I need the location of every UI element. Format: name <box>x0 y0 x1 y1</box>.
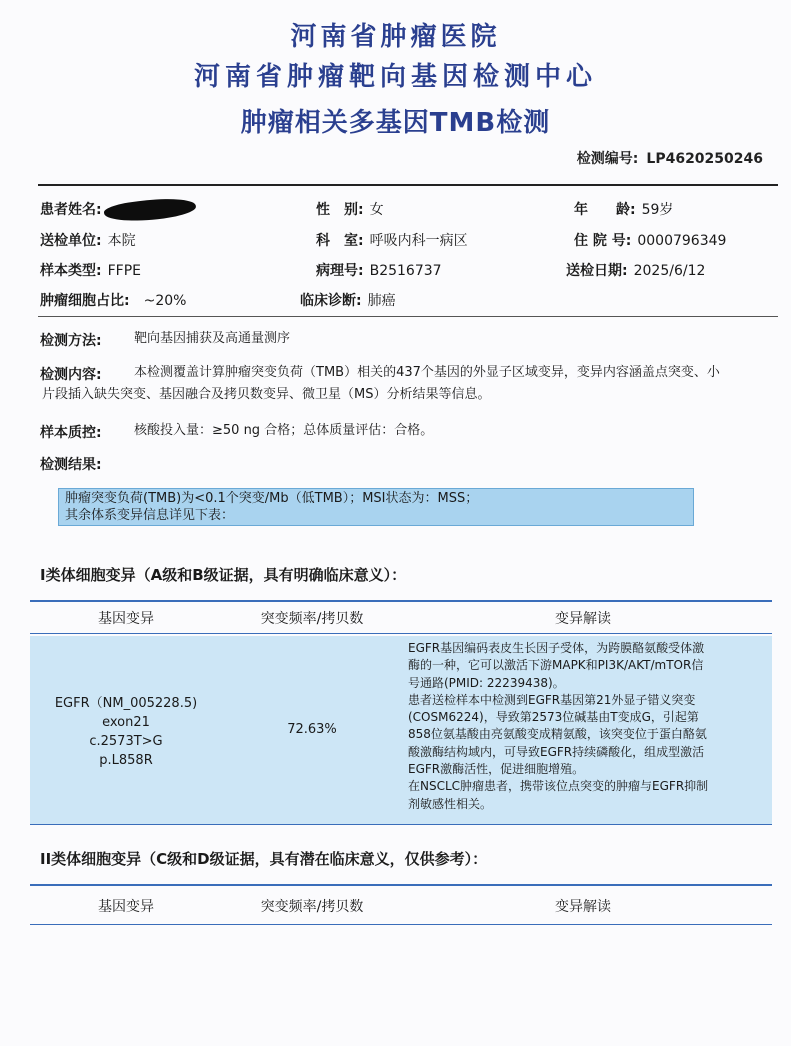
tumor-ratio-value: ~20% <box>143 293 187 309</box>
unit-label: 送检单位: <box>40 233 102 249</box>
tumor-ratio-label: 肿瘤细胞占比: <box>40 293 130 309</box>
age-field <box>574 199 673 219</box>
class2-table-top-rule <box>30 884 772 886</box>
method-label: 检测方法: <box>40 333 102 349</box>
unit-field <box>40 230 136 250</box>
diagnosis-label: 临床诊断: <box>300 293 362 309</box>
class1-title: I类体细胞变异（A级和B级证据，具有明确临床意义）： <box>40 566 407 584</box>
gene-line: EGFR（NM_005228.5) <box>54 696 198 711</box>
report-number <box>577 148 763 168</box>
admission-value: 0000796349 <box>637 233 727 249</box>
class2-header-frequency: 突变频率/拷贝数 <box>260 899 364 915</box>
interp-line: EGFR激酶活性，促进细胞增殖。 <box>408 762 585 777</box>
pathology-value: B2516737 <box>369 263 442 279</box>
sample-label: 样本类型: <box>40 263 102 279</box>
hospital-name: 河南省肿瘤医院 <box>290 22 501 52</box>
class1-header-gene: 基因变异 <box>98 611 154 627</box>
class1-table-top-rule <box>30 600 772 602</box>
interp-line: 酶的一种，它可以激活下游MAPK和PI3K/AKT/mTOR信 <box>408 658 704 673</box>
dept-field <box>316 230 468 250</box>
content-label: 检测内容: <box>40 367 102 383</box>
admission-label: 住 院 号: <box>574 233 632 249</box>
class2-header-rule <box>30 924 772 925</box>
diagnosis-value: 肺癌 <box>367 293 396 309</box>
diagnosis-field <box>300 290 396 310</box>
sample-value: FFPE <box>107 263 142 279</box>
date-field <box>566 260 705 280</box>
interp-line: 号通路(PMID: 22239438)。 <box>408 675 565 690</box>
result-label: 检测结果: <box>40 457 102 473</box>
gender-field <box>316 199 384 219</box>
sample-field <box>40 260 141 280</box>
gender-label: 性 别: <box>316 202 364 218</box>
result-line-1: 肿瘤突变负荷(TMB)为<0.1个突变/Mb（低TMB）；MSI状态为：MSS； <box>65 491 479 506</box>
age-value: 59岁 <box>641 202 674 218</box>
gene-line: exon21 <box>102 715 150 730</box>
patient-name-field <box>40 199 196 220</box>
class1-header-frequency: 突变频率/拷贝数 <box>260 611 364 627</box>
result-summary-box <box>58 488 694 526</box>
qc-label: 样本质控: <box>40 425 102 441</box>
test-title: 肿瘤相关多基因TMB检测 <box>240 108 551 138</box>
pathology-field <box>316 260 442 280</box>
info-rule <box>38 316 778 317</box>
content-line-1: 本检测覆盖计算肿瘤突变负荷（TMB）相关的437个基因的外显子区域变异，变异内容涵盖点突变、小 <box>134 365 720 380</box>
interp-line: (COSM6224)，导致第2573位碱基由T变成G，引起第 <box>408 710 699 725</box>
dept-value: 呼吸内科一病区 <box>369 233 468 249</box>
content-line-2: 片段插入缺失突变、基因融合及拷贝数变异、微卫星（MS）分析结果等信息。 <box>42 387 491 402</box>
qc-text: 核酸投入量：≥50 ng 合格；总体质量评估：合格。 <box>134 423 434 438</box>
gene-variant-cell <box>36 694 216 770</box>
redaction-mark <box>103 195 197 225</box>
frequency-cell: 72.63% <box>287 722 337 737</box>
interp-line: 858位氨基酸由亮氨酸变成精氨酸，该突变位于蛋白酪氨 <box>408 727 707 742</box>
top-rule <box>38 184 778 186</box>
dept-label: 科 室: <box>316 233 364 249</box>
interp-line: 患者送检样本中检测到EGFR基因第21外显子错义突变 <box>408 692 696 707</box>
tumor-ratio-field <box>40 290 186 310</box>
age-label: 年 龄: <box>574 202 636 218</box>
date-value: 2025/6/12 <box>633 263 706 279</box>
gene-line: p.L858R <box>99 753 153 768</box>
class2-title: II类体细胞变异（C级和D级证据，具有潜在临床意义，仅供参考）： <box>40 850 488 868</box>
class1-table-bottom-rule <box>30 824 772 825</box>
interp-line: EGFR基因编码表皮生长因子受体，为跨膜酪氨酸受体激 <box>408 641 705 655</box>
date-label: 送检日期: <box>566 263 628 279</box>
patient-name-label: 患者姓名: <box>40 202 102 218</box>
pathology-label: 病理号: <box>316 263 364 279</box>
result-line-2: 其余体系变异信息详见下表： <box>65 508 235 523</box>
admission-field <box>574 230 726 250</box>
report-number-label: 检测编号: <box>576 151 639 167</box>
center-name: 河南省肿瘤靶向基因检测中心 <box>193 62 597 92</box>
interp-line: 酸激酶结构域内，可导致EGFR持续磷酸化，组成型激活 <box>408 744 705 759</box>
unit-value: 本院 <box>107 233 136 249</box>
interpretation-cell <box>408 640 758 813</box>
gender-value: 女 <box>369 202 384 218</box>
class2-header-interpretation: 变异解读 <box>555 899 611 915</box>
class1-header-interpretation: 变异解读 <box>555 611 611 627</box>
method-text: 靶向基因捕获及高通量测序 <box>134 331 291 346</box>
interp-line: 剂敏感性相关。 <box>408 796 493 811</box>
interp-line: 在NSCLC肿瘤患者，携带该位点突变的肿瘤与EGFR抑制 <box>408 779 709 794</box>
gene-line: c.2573T>G <box>89 734 163 749</box>
report-number-value: LP4620250246 <box>646 151 763 167</box>
class2-header-gene: 基因变异 <box>98 899 154 915</box>
class1-header-rule <box>30 633 772 634</box>
